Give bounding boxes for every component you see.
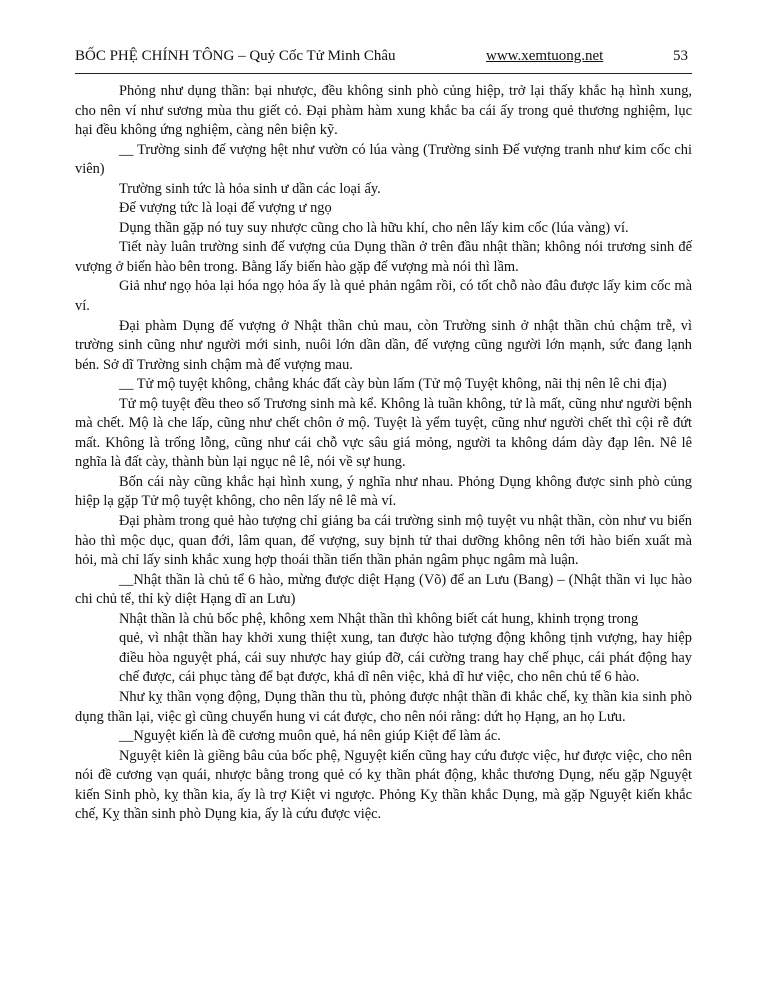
page-body xyxy=(75,82,692,825)
paragraph: Như kỵ thần vọng động, Dụng thần thu tù, phỏng được nhật thần đi khắc chế, kỵ thần kia sinh phò dụng thần lại, việc gì cũng chuyển hung vi cát được, cho nên nói rằng: dứt họ Hạng, an họ Lưu. xyxy=(75,688,692,725)
paragraph: Đế vượng tức là loại đế vượng ư ngọ xyxy=(119,200,332,217)
section-heading: __Nguyệt kiến là đề cương muôn quẻ, há nên giúp Kiệt để làm ác. xyxy=(119,728,501,745)
header-divider xyxy=(75,73,692,74)
paragraph: Nguyệt kiên là giềng bâu của bốc phệ, Nguyệt kiến cũng hay cứu được việc, hư được việc, cho nên nói đề cương vạn quái, nhược bằng trong quẻ có kỵ thần phát động, khắc thương Dụng, nếu gặp Nguyệt kiến Sinh phò, kỵ thần kia, ấy là trợ Kiệt vi ngược. Phỏng Kỵ thần khắc Dụng, mà gặp Nguyệt kiến khắc chế, Kỵ thần sinh phò Dụng kia, ấy là cứu được việc. xyxy=(75,747,692,823)
paragraph: Tiết này luân trường sinh đế vượng của Dụng thần ở trên đầu nhật thần; không nói trương sinh đế vượng ở biến hào bên trong. Bằng lấy biến hào gặp đế vượng mà nói thì lầm. xyxy=(75,239,692,275)
paragraph: Đại phàm trong quẻ hào tượng chỉ giảng ba cái trường sinh mộ tuyệt vu nhật thần, còn như vu biến hào thì mộc dục, quan đới, lâm quan, đế vượng, suy bịnh tử thai dưỡng không nên tới hào biến xuất mà hỏi, mà chỉ lấy sinh khắc xung hợp thoái thần tiến thần phản ngâm phục ngâm mà luận. xyxy=(75,513,692,569)
paragraph: Bốn cái này cũng khắc hại hình xung, ý nghĩa như nhau. Phỏng Dụng không được sinh phò củng hiệp lạ gặp Tử mộ tuyệt không, cho nên lấy nê lê mà ví. xyxy=(75,473,692,510)
paragraph-continuation: quẻ, vì nhật thần hay khởi xung thiệt xung, tan được hào tượng động không tịnh vượng, hay hiệp điều hòa nguyệt phá, cái suy nhược hay giúp đỡ, cái cường trang hay chế phục, cái phát động hay chế được, cái phục tàng để bạt được, khả dĩ nên việc, khả dĩ hư việc, cho nên chủ tể 6 hào. xyxy=(119,630,692,686)
paragraph: Tử mộ tuyệt đều theo số Trương sinh mà kể. Không là tuần không, tử là mất, cũng như người bệnh mà chết. Mộ là che lấp, cũng như chết chôn ở mộ. Tuyệt là yểm tuyệt, cũng như người chết thì cội rễ đứt mất. Không là trống lỗng, cũng như cái chỗ vực sâu giá mỏng, người ta không dám dày đạp lên. Nê lê nghĩa là đất cày, thành bùn lại ngục nê lê, nói về sự hung. xyxy=(75,395,692,471)
section-heading: __ Trường sinh đế vượng hệt như vườn có lúa vàng (Trường sinh Đế vượng tranh như kim cốc chi viên) xyxy=(75,141,692,178)
paragraph: Trường sinh tức là hỏa sinh ư dần các loại ấy. xyxy=(119,180,381,197)
paragraph: Phỏng như dụng thần: bại nhược, đều không sinh phò củng hiệp, trở lại thấy khắc hạ hình xung, cho nên ví như sương mùa thu giết cỏ. Đại phàm hàm xung khắc ba cái ấy trong quẻ thương nghiệm, lục hại đều không ứng nghiệm, càng nên biện kỹ. xyxy=(75,83,692,139)
section-heading: __ Tử mộ tuyệt không, chẳng khác đất cày bùn lấm (Tử mộ Tuyệt không, nãi thị nên lê chi địa) xyxy=(119,376,667,393)
paragraph: Dụng thần gặp nó tuy suy nhược cũng cho là hữu khí, cho nên lấy kim cốc (lúa vàng) ví. xyxy=(119,219,629,236)
website-link[interactable]: www.xemtuong.net xyxy=(486,48,604,64)
paragraph: Đại phàm Dụng đế vượng ở Nhật thần chủ mau, còn Trường sinh ở nhật thần chủ chậm trễ, vì trường sinh cũng như người mới sinh, nuôi lớn dần dần, đế vượng cũng người lớn mạnh, sức đang lạnh bén. Sở dĩ Trường sinh chậm mà đế vượng mau. xyxy=(75,317,692,373)
page-header xyxy=(75,45,692,67)
paragraph: Nhật thần là chủ bốc phệ, không xem Nhật thần thì không biết cát hung, khinh trọng trong xyxy=(119,610,639,627)
book-title: BỐC PHỆ CHÍNH TÔNG – Quỷ Cốc Tử Minh Châu xyxy=(75,48,396,64)
paragraph: Giả như ngọ hỏa lại hóa ngọ hỏa ấy là quẻ phản ngâm rồi, có tốt chỗ nào đâu được lấy kim cốc mà ví. xyxy=(75,278,692,315)
section-heading: __Nhật thần là chủ tể 6 hào, mừng được diệt Hạng (Võ) để an Lưu (Bang) – (Nhật thần vi lục hào chi chủ tể, thỉ kỳ diệt Hạng dĩ an Lưu) xyxy=(75,571,692,608)
page-number: 53 xyxy=(673,48,688,64)
